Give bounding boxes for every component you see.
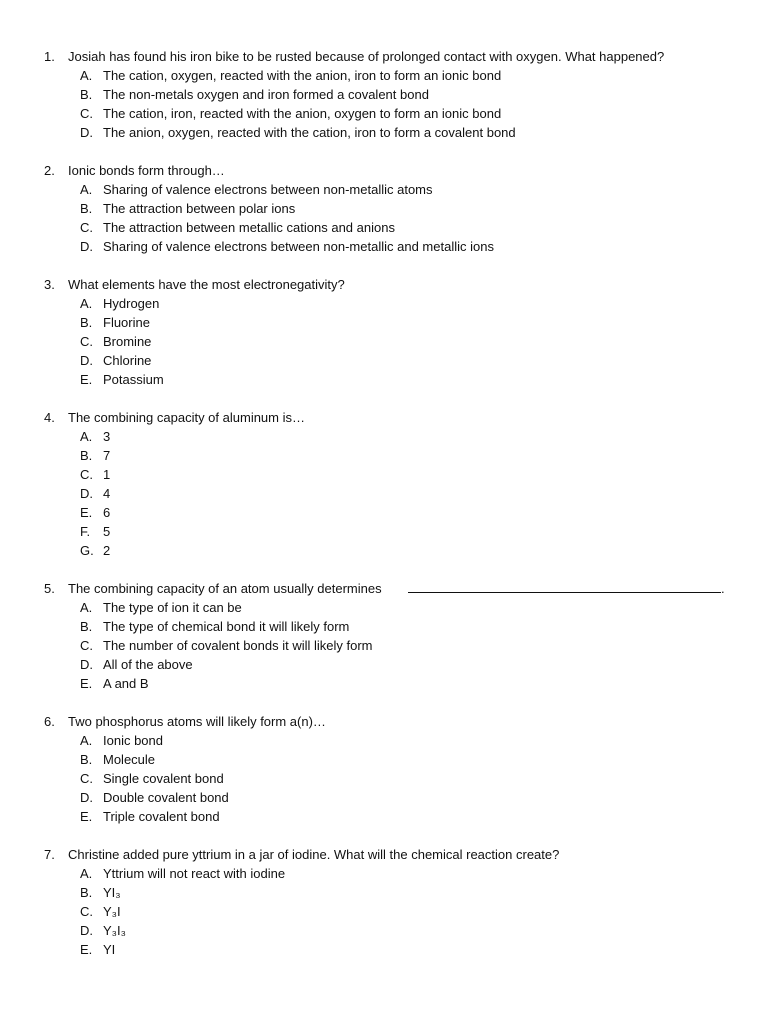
answer-option: [0, 731, 768, 750]
answer-option: [0, 427, 768, 446]
answer-option: [0, 807, 768, 826]
option-text: Sharing of valence electrons between non-metallic atoms: [103, 182, 433, 197]
answer-option: [0, 66, 768, 85]
option-letter: G.: [80, 543, 94, 558]
answer-option: [0, 522, 768, 541]
option-text: The anion, oxygen, reacted with the cation, iron to form a covalent bond: [103, 125, 516, 140]
question-line: [0, 712, 768, 731]
option-letter: A.: [80, 429, 93, 444]
question-number: 4.: [44, 410, 55, 425]
option-letter: C.: [80, 771, 93, 786]
question-1: [0, 47, 768, 142]
option-letter: E.: [80, 676, 93, 691]
answer-option: [0, 864, 768, 883]
option-text: Chlorine: [103, 353, 152, 368]
option-text: Potassium: [103, 372, 164, 387]
option-text: Yttrium will not react with iodine: [103, 866, 286, 881]
blank-period: .: [721, 581, 725, 596]
answer-option: [0, 503, 768, 522]
option-text: 4: [103, 486, 111, 501]
question-line: [0, 845, 768, 864]
option-text: The type of ion it can be: [103, 600, 242, 615]
option-text: 2: [103, 543, 111, 558]
option-text: The number of covalent bonds it will likely form: [103, 638, 373, 653]
answer-option: [0, 617, 768, 636]
answer-option: [0, 940, 768, 959]
question-line: [0, 275, 768, 294]
answer-option: [0, 104, 768, 123]
option-text: Hydrogen: [103, 296, 160, 311]
option-text: All of the above: [103, 657, 193, 672]
option-letter: A.: [80, 296, 93, 311]
answer-option: [0, 218, 768, 237]
option-text: Double covalent bond: [103, 790, 229, 805]
option-letter: F.: [80, 524, 91, 539]
option-letter: B.: [80, 201, 93, 216]
option-letter: A.: [80, 733, 93, 748]
option-letter: C.: [80, 467, 93, 482]
option-text: The cation, iron, reacted with the anion, oxygen to form an ionic bond: [103, 106, 502, 121]
question-5: [0, 579, 768, 693]
question-text: The combining capacity of an atom usually determines: [68, 581, 382, 596]
option-letter: A.: [80, 182, 93, 197]
answer-option: [0, 313, 768, 332]
option-text: 1: [103, 467, 111, 482]
option-text: The attraction between polar ions: [103, 201, 296, 216]
answer-option: [0, 351, 768, 370]
option-text: Y₃I₃: [103, 923, 126, 938]
option-letter: D.: [80, 125, 93, 140]
option-letter: D.: [80, 657, 93, 672]
question-text: What elements have the most electronegativity?: [68, 277, 345, 292]
option-letter: B.: [80, 315, 93, 330]
answer-option: [0, 294, 768, 313]
option-letter: B.: [80, 885, 93, 900]
option-text: 5: [103, 524, 111, 539]
question-number: 5.: [44, 581, 55, 596]
question-line: [0, 161, 768, 180]
option-text: Sharing of valence electrons between non-metallic and metallic ions: [103, 239, 494, 254]
option-letter: C.: [80, 904, 93, 919]
option-text: The attraction between metallic cations and anions: [103, 220, 395, 235]
option-letter: C.: [80, 220, 93, 235]
option-letter: C.: [80, 106, 93, 121]
answer-option: [0, 598, 768, 617]
option-text: YI: [103, 942, 116, 957]
option-letter: D.: [80, 923, 93, 938]
question-text: Christine added pure yttrium in a jar of iodine. What will the chemical reaction create?: [68, 847, 560, 862]
option-letter: E.: [80, 942, 93, 957]
question-6: [0, 712, 768, 826]
option-text: 7: [103, 448, 111, 463]
answer-option: [0, 484, 768, 503]
answer-option: [0, 446, 768, 465]
fill-in-blank: [404, 579, 725, 598]
answer-option: [0, 655, 768, 674]
answer-option: [0, 921, 768, 940]
answer-option: [0, 123, 768, 142]
answer-option: [0, 788, 768, 807]
option-text: Bromine: [103, 334, 152, 349]
question-text: Josiah has found his iron bike to be rusted because of prolonged contact with oxygen. What happened?: [68, 49, 665, 64]
question-2: [0, 161, 768, 256]
option-text: Ionic bond: [103, 733, 163, 748]
answer-option: [0, 237, 768, 256]
answer-option: [0, 332, 768, 351]
option-text: A and B: [103, 676, 149, 691]
option-letter: B.: [80, 752, 93, 767]
answer-option: [0, 902, 768, 921]
option-letter: A.: [80, 866, 93, 881]
question-7: [0, 845, 768, 959]
option-text: Fluorine: [103, 315, 150, 330]
option-text: YI₃: [103, 885, 121, 900]
option-text: The cation, oxygen, reacted with the anion, iron to form an ionic bond: [103, 68, 502, 83]
question-line: [0, 408, 768, 427]
option-text: The non-metals oxygen and iron formed a covalent bond: [103, 87, 429, 102]
option-text: Y₃I: [103, 904, 121, 919]
option-letter: D.: [80, 239, 93, 254]
question-text: The combining capacity of aluminum is…: [68, 410, 305, 425]
option-letter: E.: [80, 372, 93, 387]
option-letter: D.: [80, 486, 93, 501]
option-text: 3: [103, 429, 111, 444]
answer-option: [0, 180, 768, 199]
option-letter: B.: [80, 619, 93, 634]
question-number: 2.: [44, 163, 55, 178]
option-letter: E.: [80, 505, 93, 520]
answer-option: [0, 636, 768, 655]
question-number: 6.: [44, 714, 55, 729]
answer-option: [0, 769, 768, 788]
option-letter: C.: [80, 638, 93, 653]
answer-option: [0, 199, 768, 218]
option-letter: E.: [80, 809, 93, 824]
question-number: 1.: [44, 49, 55, 64]
option-text: Triple covalent bond: [103, 809, 220, 824]
quiz-page: [0, 47, 768, 978]
option-letter: D.: [80, 353, 93, 368]
option-text: The type of chemical bond it will likely form: [103, 619, 350, 634]
option-letter: A.: [80, 600, 93, 615]
option-text: Single covalent bond: [103, 771, 224, 786]
question-number: 7.: [44, 847, 55, 862]
option-letter: C.: [80, 334, 93, 349]
question-number: 3.: [44, 277, 55, 292]
answer-option: [0, 674, 768, 693]
question-3: [0, 275, 768, 389]
answer-option: [0, 85, 768, 104]
answer-option: [0, 370, 768, 389]
option-letter: B.: [80, 87, 93, 102]
answer-option: [0, 465, 768, 484]
question-line: [0, 579, 768, 598]
question-text: Two phosphorus atoms will likely form a(n)…: [68, 714, 326, 729]
answer-option: [0, 750, 768, 769]
question-text: Ionic bonds form through…: [68, 163, 225, 178]
option-letter: B.: [80, 448, 93, 463]
option-text: 6: [103, 505, 111, 520]
option-letter: A.: [80, 68, 93, 83]
option-letter: D.: [80, 790, 93, 805]
blank-line: [408, 579, 721, 593]
answer-option: [0, 883, 768, 902]
question-4: [0, 408, 768, 560]
answer-option: [0, 541, 768, 560]
option-text: Molecule: [103, 752, 156, 767]
question-line: [0, 47, 768, 66]
